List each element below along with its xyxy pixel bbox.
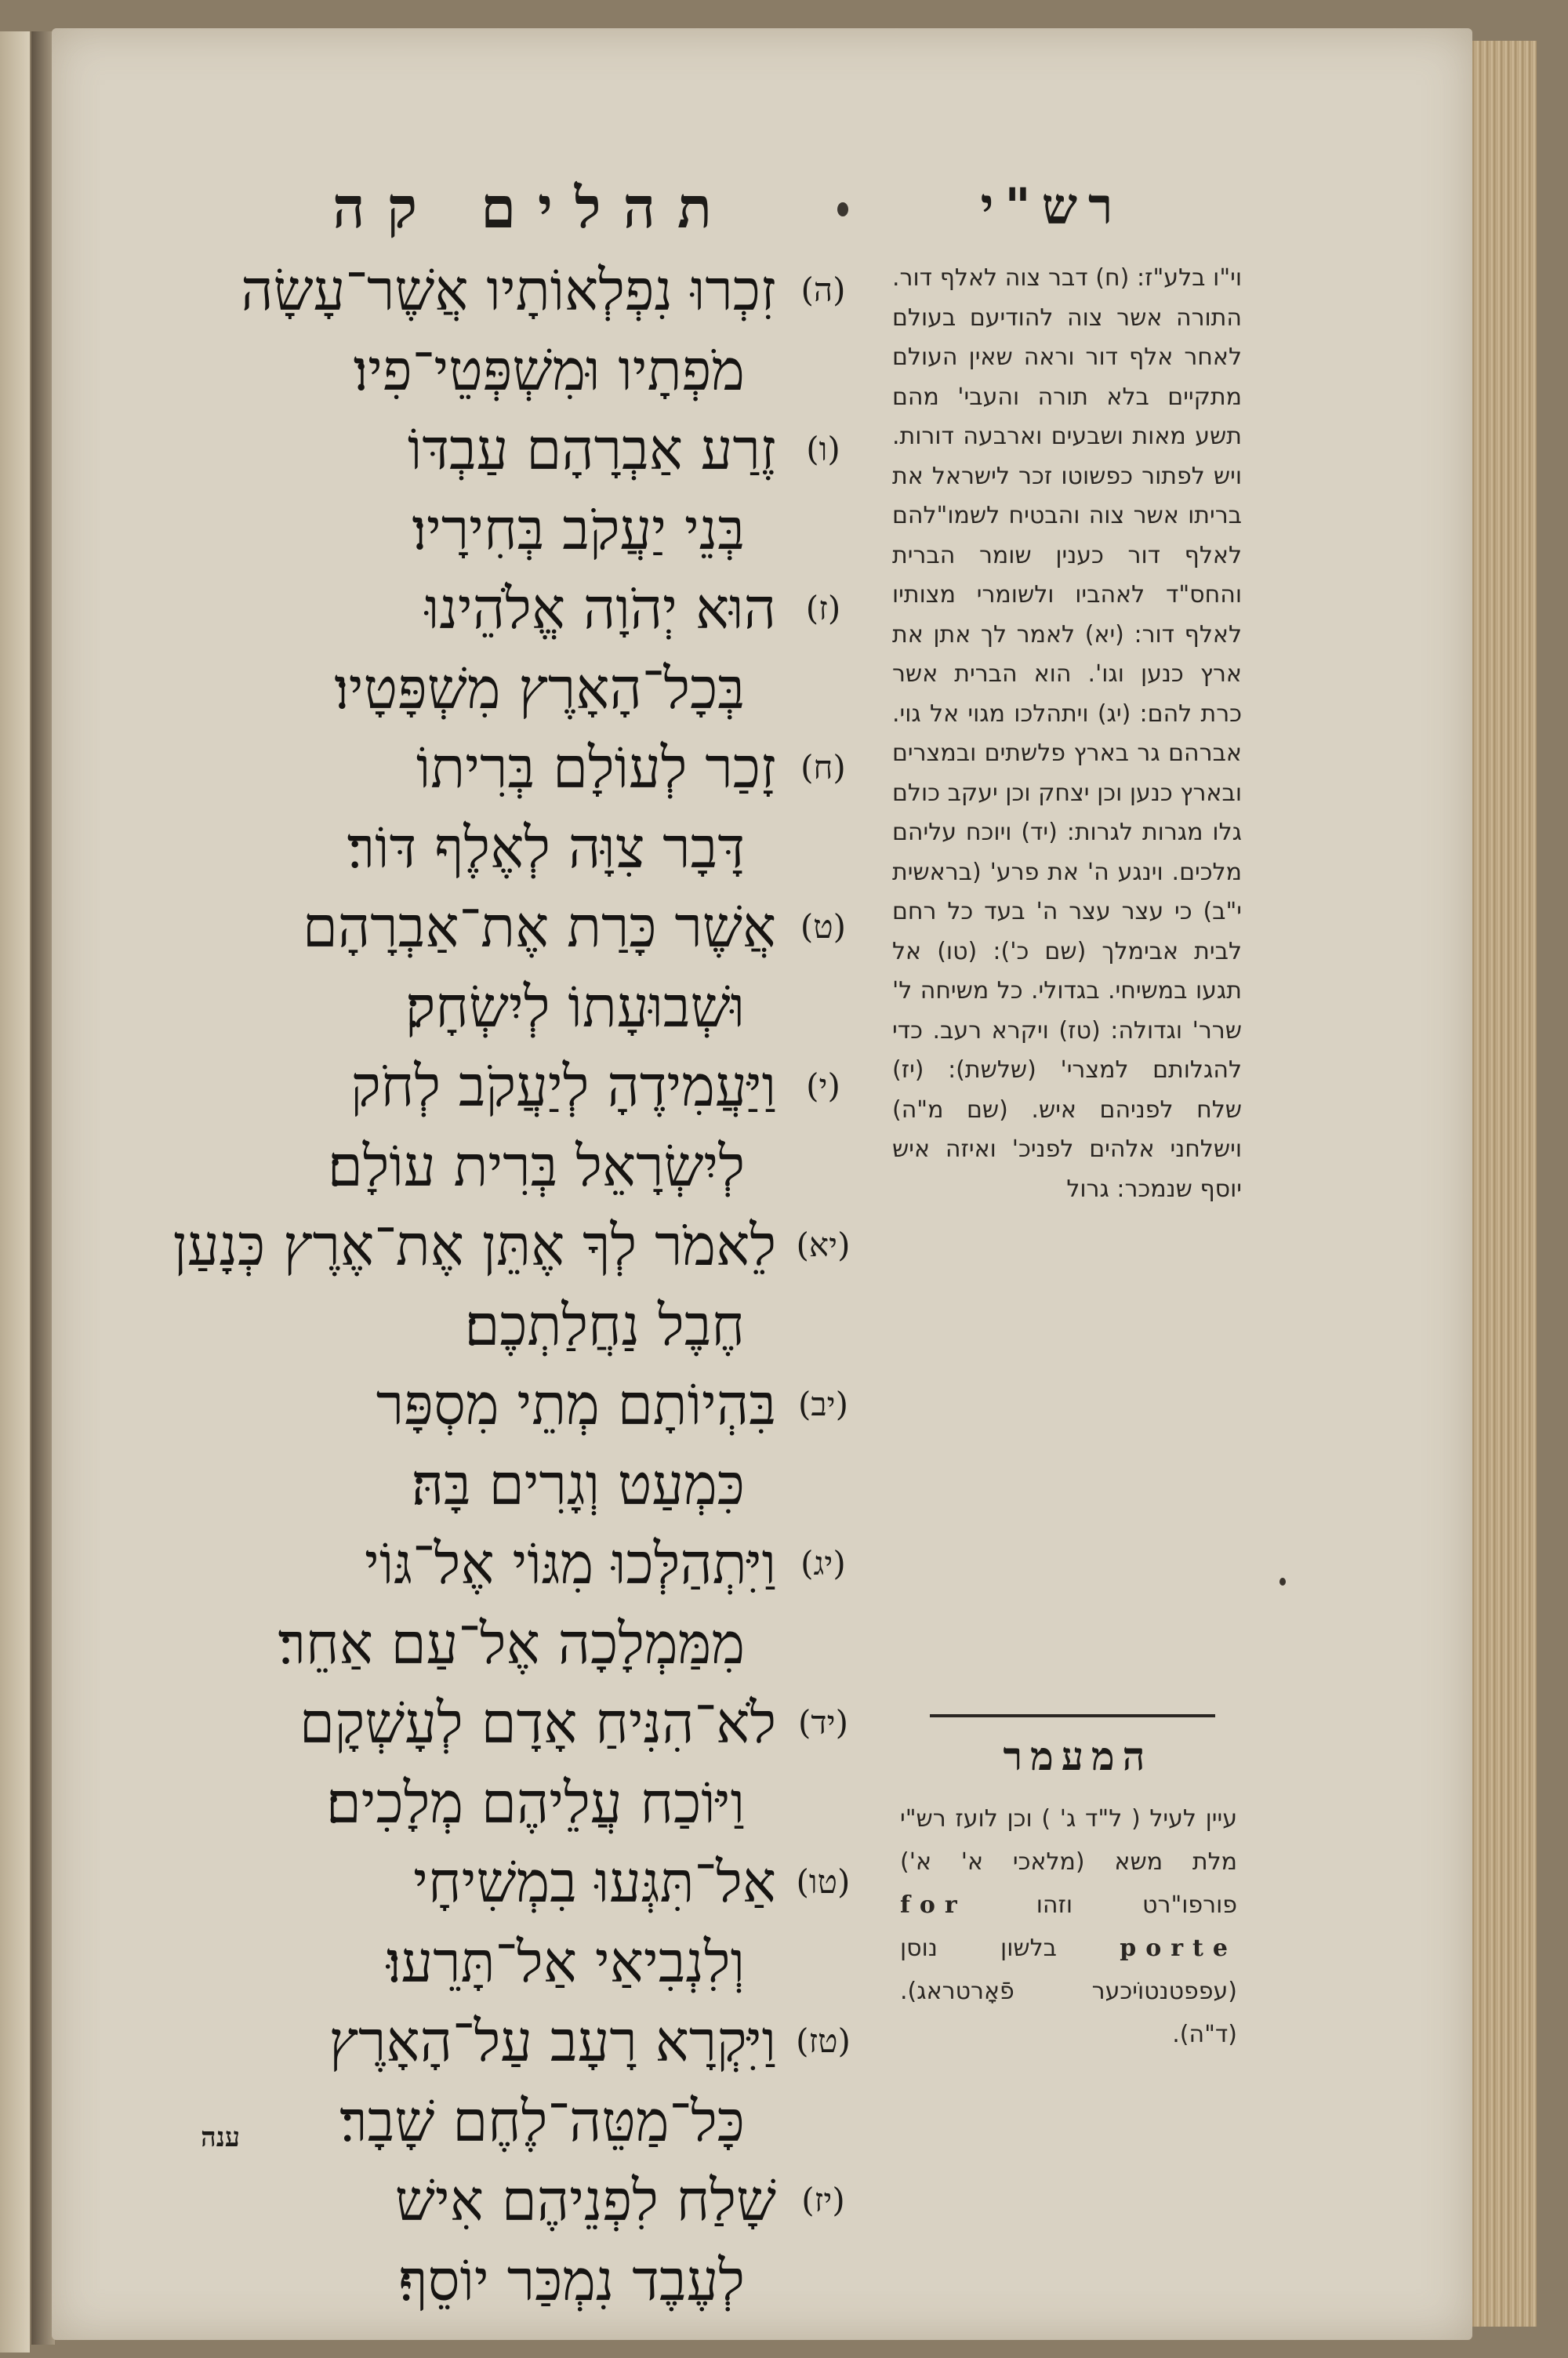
verse-line <box>71 331 862 409</box>
verse-text: זֶרַע אַבְרָהָם עַבְדּוֹ <box>407 416 776 482</box>
verse-line <box>71 649 862 728</box>
maamar-latin-word: for porte <box>900 1891 1237 1962</box>
verse-text: זָכַר לְעוֹלָם בְּרִיתוֹ <box>416 735 776 801</box>
verse-number: (יז) <box>801 2181 845 2219</box>
verse-line <box>71 888 862 966</box>
verse-line <box>71 410 862 489</box>
verse-line <box>71 2002 862 2080</box>
verse-text: שָׁלַח לִפְנֵיהֶם אִישׁ <box>394 2167 776 2233</box>
psalm-header: תהלים קה <box>332 174 734 241</box>
verse-line <box>71 490 862 569</box>
verse-text-continuation: חֶבֶל נַחֲלַתְכֶם׃ <box>464 1292 745 1358</box>
verse-number: (טז) <box>796 2022 851 2060</box>
verse-text-continuation: וַיּוֹכַח עֲלֵיהֶם מְלָכִים׃ <box>325 1770 745 1836</box>
verse-text-continuation: מִמַּמְלָכָה אֶל־עַם אַחֵר׃ <box>278 1611 745 1677</box>
verse-text-continuation: כִּמְעַט וְגָרִים בָּהּ׃ <box>411 1451 745 1517</box>
verse-number: (ו) <box>806 430 840 468</box>
verse-text-continuation: מֹפְתָיו וּמִשְׁפְּטֵי־פִיו׃ <box>353 337 745 403</box>
left-page-edge <box>0 31 30 2353</box>
verse-text-continuation: לְעֶבֶד נִמְכַּר יוֹסֵף׃ <box>398 2247 745 2313</box>
verse-number: (יא) <box>796 1226 851 1264</box>
verse-text-continuation: דָּבָר צִוָּה לְאֶלֶף דּוֹר׃ <box>347 815 745 881</box>
verse-number: (יג) <box>800 1544 846 1582</box>
verse-line <box>71 1684 862 1762</box>
verse-text: בִּהְיוֹתָם מְתֵי מִסְפָּר <box>376 1372 776 1437</box>
maamar-text-before: עיין לעיל ( ל"ד ג' ) וכן לועז רש"י מלת משא (מלאכי א' א') פורפו"רט וזהו <box>900 1805 1237 1919</box>
verse-text: וַיַּעֲמִידֶהָ לְיַעֲקֹב לְחֹק <box>350 1053 776 1119</box>
verse-text: לֹא־הִנִּיחַ אָדָם לְעָשְׁקָם <box>299 1690 776 1756</box>
verse-line <box>71 1764 862 1842</box>
verse-number: (ז) <box>805 589 841 627</box>
verse-line <box>71 808 862 887</box>
verse-number: (י) <box>806 1066 840 1105</box>
verse-line <box>71 251 862 329</box>
verse-text-continuation: לְיִשְׂרָאֵל בְּרִית עוֹלָם׃ <box>327 1133 745 1199</box>
verse-text-continuation: וּשְׁבוּעָתוֹ לְיִשְׂחָק׃ <box>405 974 745 1040</box>
verse-text-continuation: כָּל־מַטֵּה־לֶחֶם שָׁבָר׃ <box>339 2088 745 2154</box>
maamar-title: המעמר <box>1003 1733 1153 1779</box>
header-dot <box>837 202 848 216</box>
verse-text: אֲשֶׁר כָּרַת אֶת־אַבְרָהָם <box>302 894 776 960</box>
verse-line <box>71 968 862 1046</box>
verse-line <box>71 1365 862 1444</box>
verse-number: (יד) <box>798 1703 848 1742</box>
verse-line <box>71 1604 862 1683</box>
verse-line <box>71 1206 862 1284</box>
verse-line <box>71 2161 862 2240</box>
verse-text: וַיִּתְהַלְּכוּ מִגּוֹי אֶל־גּוֹי <box>365 1531 776 1597</box>
verse-text-continuation: וְלִנְבִיאַי אַל־תָּרֵעוּ׃ <box>387 1929 745 1995</box>
rashi-commentary: וי"ו בלע"ז: (ח) דבר צוה לאלף דור. התורה אשר צוה להודיעם בעולם לאחר אלף דור וראה שאין העולם מתקיים בלא תורה והעבי' מהם תשע מאות ושבעים וארבעה דורות. ויש לפתור כפשוטו זכר לישראל את בריתו אשר צוה והבטיח לשמו"להם לאלף דור כענין שומר הברית והחס"ד לאהביו ולשומרי מצותיו לאלף דור: (יא) לאמר לך אתן את ארץ כנען וגו'. הוא הברית אשר כרת להם: (יג) ויתהלכו מגוי אל גוי. אברהם גר בארץ פלשתים ובמצרים ובארץ כנען וכן יצחק וכן יעקב כולם גלו מגרות לגרות: (יד) ויוכח עליהם מלכים. וינגע ה' את פרע' (בראשית י"ב) כי עצר עצר ה' בעד כל רחם לבית אבימלך (שם כ'): (טו) אל תגעו במשיחי. בגדולי. כל משיחה ל' שרר' וגדולה: (טז) ויקרא רעב. כדי להגלותם למצרי' (שלשת): (יז) שלח לפניהם איש. (שם מ"ה) וישלחני אלהים לפניכ' ואיזה איש יוסף שנמכר: גרול <box>892 264 1242 1203</box>
page-edges <box>1461 41 1537 2327</box>
verse-text-continuation: בְּנֵי יַעֲקֹב בְּחִירָיו׃ <box>412 496 745 562</box>
verse-line <box>71 728 862 807</box>
verse-text: אַל־תִּגְּעוּ בִמְשִׁיחָי <box>413 1849 776 1915</box>
verse-line <box>71 1843 862 1921</box>
maamar-text-after: בלשון נוסן (עפפטנטוֹיכער פֿאָרטראג). (ד"ה). <box>900 1935 1237 2048</box>
verse-line <box>71 1923 862 2001</box>
verse-text-continuation: בְּכָל־הָאָרֶץ מִשְׁפָּטָיו׃ <box>334 656 745 721</box>
verse-text: זִכְרוּ נִפְלְאוֹתָיו אֲשֶׁר־עָשָׂה <box>241 257 776 323</box>
verse-number: (ט) <box>800 907 847 946</box>
folio-number: ענה <box>201 2122 240 2153</box>
verse-line <box>71 569 862 648</box>
verse-number: (ח) <box>800 748 846 787</box>
verse-number: (יב) <box>797 1385 849 1423</box>
verse-line <box>71 1524 862 1603</box>
verse-text: לֵאמֹר לְךָ אֶתֵּן אֶת־אֶרֶץ כְּנָעַן <box>172 1212 776 1278</box>
verse-line <box>71 1047 862 1125</box>
verse-number: (ה) <box>800 271 846 309</box>
maamar-text <box>900 1797 1237 2087</box>
section-divider <box>930 1714 1215 1717</box>
verse-line <box>71 1127 862 1205</box>
verse-line <box>71 2241 862 2320</box>
verse-number: (טו) <box>796 1862 851 1901</box>
rashi-header: רש"י <box>980 177 1124 236</box>
verse-text: הוּא יְהֹוָה אֱלֹהֵינוּ <box>425 576 776 641</box>
verse-line <box>71 1286 862 1364</box>
verse-line <box>71 1445 862 1524</box>
verse-text: וַיִּקְרָא רָעָב עַל־הָאָרֶץ <box>328 2008 776 2074</box>
ink-speck <box>1279 1578 1286 1586</box>
